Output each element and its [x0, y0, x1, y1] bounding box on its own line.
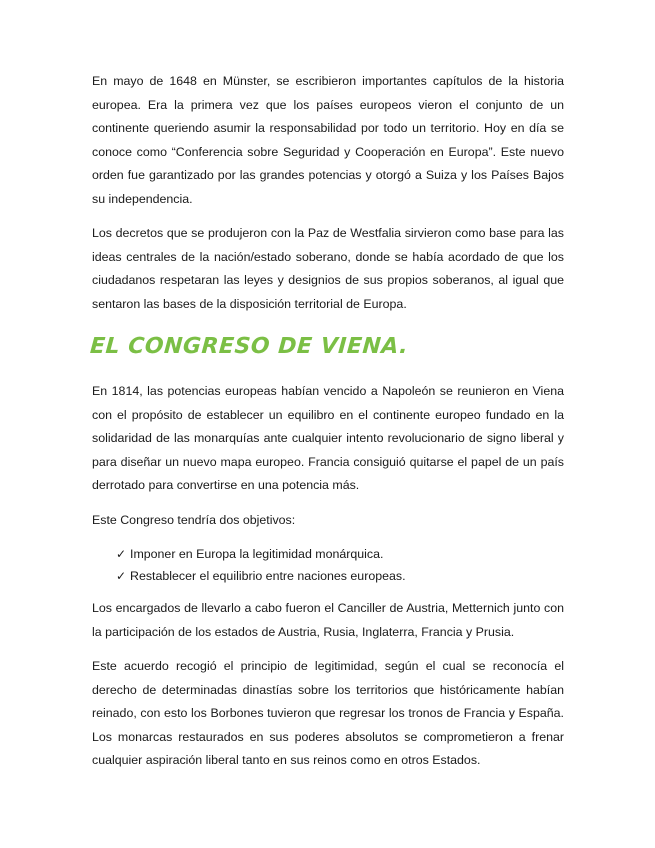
section-paragraph-2: Este Congreso tendría dos objetivos:	[92, 512, 296, 527]
objective-text: Restablecer el equilibrio entre naciones europeas.	[130, 569, 406, 583]
list-item	[116, 543, 564, 565]
section-paragraph-3: Los encargados de llevarlo a cabo fueron el Canciller de Austria, Metternich junto con la participación de los estados de Austria, Rusia, Inglaterra, Francia y Prusia.	[92, 601, 564, 639]
section-paragraph-4: Este acuerdo recogió el principio de legitimidad, según el cual se reconocía el derecho de determinadas dinastías sobre los territorios que históricamente habían reinado, con esto los Borbones tuvieron que regresar los tronos de Francia y España. Los monarcas restaurados en sus poderes absolutos se comprometieron a frenar cualquier aspiración liberal tanto en sus reinos como en otros Estados.	[92, 659, 564, 767]
objective-text: Imponer en Europa la legitimidad monárquica.	[130, 547, 384, 561]
check-icon: ✓	[116, 569, 127, 583]
check-icon: ✓	[116, 547, 127, 561]
list-item	[116, 565, 564, 587]
document-page	[89, 70, 564, 784]
section-paragraph-1: En 1814, las potencias europeas habían vencido a Napoleón se reunieron en Viena con el propósito de establecer un equilibro en el continente europeo fundado en la solidaridad de las monarquías ante cualquier intento revolucionario de signo liberal y para diseñar un nuevo mapa europeo. Francia consiguió quitarse el papel de un país derrotado para convertirse en una potencia más.	[92, 384, 564, 492]
section-heading: EL CONGRESO DE VIENA.	[89, 334, 410, 359]
intro-paragraph-2: Los decretos que se produjeron con la Paz de Westfalia sirvieron como base para las ideas centrales de la nación/estado soberano, donde se había acordado de que los ciudadanos respetaran las leyes y designios de sus propios soberanos, al igual que sentaron las bases de la disposición territorial de Europa.	[92, 226, 564, 311]
intro-paragraph-1: En mayo de 1648 en Münster, se escribieron importantes capítulos de la historia europea. Era la primera vez que los países europeos vieron el conjunto de un continente queriendo asumir la responsabilidad por todo un territorio. Hoy en día se conoce como “Conferencia sobre Seguridad y Cooperación en Europa”. Este nuevo orden fue garantizado por las grandes potencias y otorgó a Suiza y los Países Bajos su independencia.	[92, 74, 564, 206]
objectives-list	[92, 543, 564, 587]
